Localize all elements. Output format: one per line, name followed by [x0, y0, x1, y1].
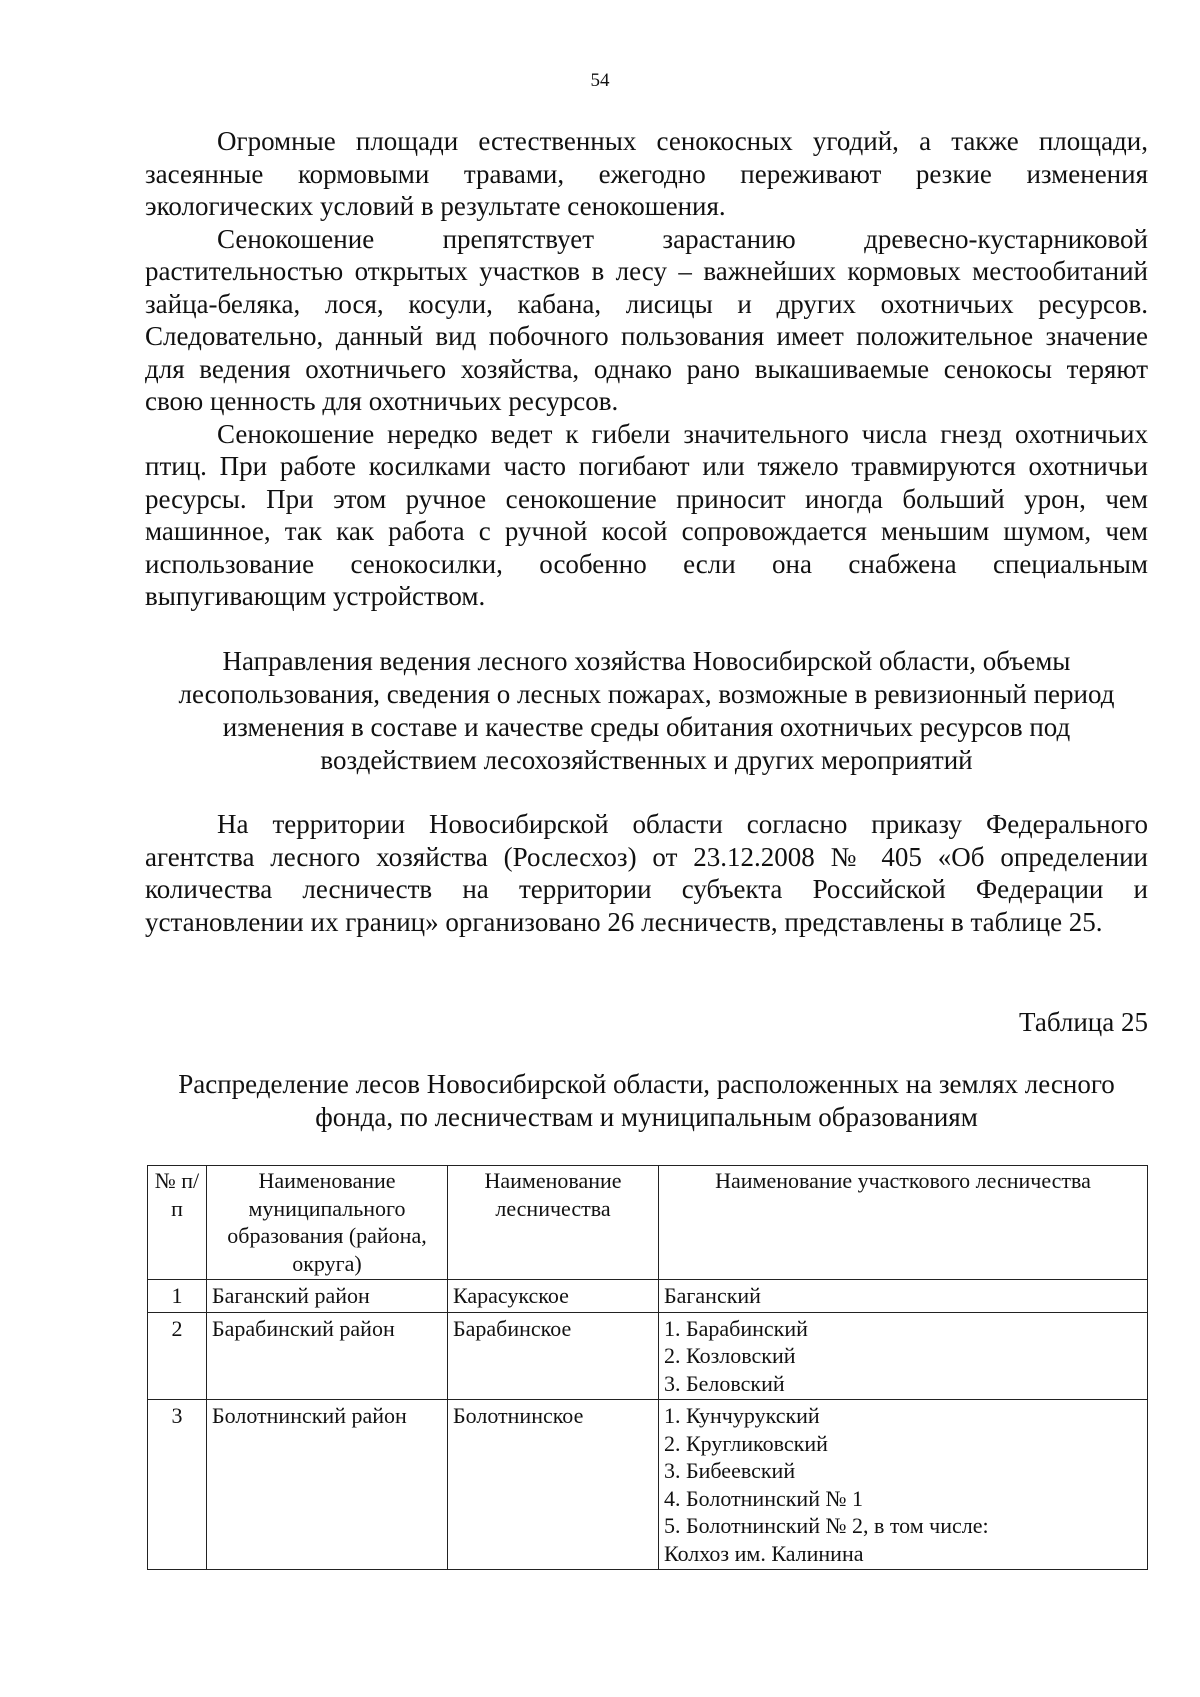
cell-num: 1 — [148, 1280, 207, 1313]
district-forestry-item: 3. Бибеевский — [664, 1458, 796, 1483]
district-forestry-item: 3. Беловский — [664, 1370, 785, 1396]
cell-district-forestry — [659, 1312, 1148, 1400]
forestry-table — [147, 1165, 1148, 1570]
paragraph: Огромные площади естественных сенокосных угодий, а также площади, засеянные кормовыми травами, ежегодно переживают резкие изменения экологических условий в результате сенокошения. — [145, 126, 1148, 221]
cell-num: 2 — [148, 1312, 207, 1400]
paragraph: Сенокошение нередко ведет к гибели значительного числа гнезд охотничьих птиц. При работе косилками часто погибают или тяжело травмируются охотничьи ресурсы. При этом ручное сенокошение приносит иногда больший урон, чем машинное, так как работа с ручной косой сопровождается меньшим шумом, чем использование сенокосилки, особенно если она снабжена специальным выпугивающим устройством. — [145, 418, 1148, 611]
header-forestry: Наименование лесничества — [448, 1166, 659, 1280]
page-number: 54 — [590, 70, 610, 91]
cell-forestry: Карасукское — [448, 1280, 659, 1313]
cell-municipality: Баганский район — [207, 1280, 448, 1313]
district-forestry-item: 5. Болотнинский № 2, в том числе: — [664, 1513, 989, 1538]
district-forestry-item: 2. Козловский — [664, 1343, 796, 1368]
table-label: Таблица 25 — [1019, 1007, 1148, 1037]
cell-district-forestry — [659, 1400, 1148, 1570]
district-forestry-item: 1. Барабинский — [664, 1315, 808, 1341]
district-forestry-item: 1. Кунчурукский — [664, 1403, 820, 1428]
district-forestry-item: Баганский — [664, 1283, 761, 1308]
cell-municipality: Барабинский район — [207, 1312, 448, 1400]
cell-district-forestry — [659, 1280, 1148, 1313]
intro-text-block — [145, 125, 1148, 613]
district-forestry-item: 4. Болотнинский № 1 — [664, 1485, 863, 1511]
header-district-forestry: Наименование участкового лесничества — [659, 1166, 1148, 1280]
section-heading: Направления ведения лесного хозяйства Новосибирской области, объемы лесопользования, сведения о лесных пожарах, возможные в ревизионный период изменения в составе и качестве среды обитания охотничьих ресурсов под воздействием лесохозяйственных и других мероприятий — [178, 646, 1115, 775]
cell-num: 3 — [148, 1400, 207, 1570]
forestry-text-block — [145, 808, 1148, 938]
cell-forestry: Болотнинское — [448, 1400, 659, 1570]
table-row — [148, 1312, 1148, 1400]
table-row — [148, 1280, 1148, 1313]
header-municipality: Наименование муниципального образования (района, округа) — [207, 1166, 448, 1280]
district-forestry-item: Колхоз им. Калинина — [664, 1540, 864, 1566]
district-forestry-item: 2. Кругликовский — [664, 1430, 828, 1456]
table-row — [148, 1400, 1148, 1570]
header-num: № п/п — [148, 1166, 207, 1280]
cell-municipality: Болотнинский район — [207, 1400, 448, 1570]
table-header-row — [148, 1166, 1148, 1280]
cell-forestry: Барабинское — [448, 1312, 659, 1400]
paragraph: На территории Новосибирской области согласно приказу Федерального агентства лесного хозяйства (Рослесхоз) от 23.12.2008 № 405 «Об определении количества лесничеств на территории субъекта Российской Федерации и установлении их границ» организовано 26 лесничеств, представлены в таблице 25. — [145, 809, 1148, 937]
table-caption: Распределение лесов Новосибирской области, расположенных на землях лесного фонда, по лесничествам и муниципальным образованиям — [178, 1069, 1115, 1132]
paragraph: Сенокошение препятствует зарастанию древесно-кустарниковой растительностью открытых участков в лесу – важнейших кормовых местообитаний зайца-беляка, лося, косули, кабана, лисицы и других охотничьих ресурсов. Следовательно, данный вид побочного пользования имеет положительное значение для ведения охотничьего хозяйства, однако рано выкашиваемые сенокосы теряют свою ценность для охотничьих ресурсов. — [145, 223, 1148, 416]
